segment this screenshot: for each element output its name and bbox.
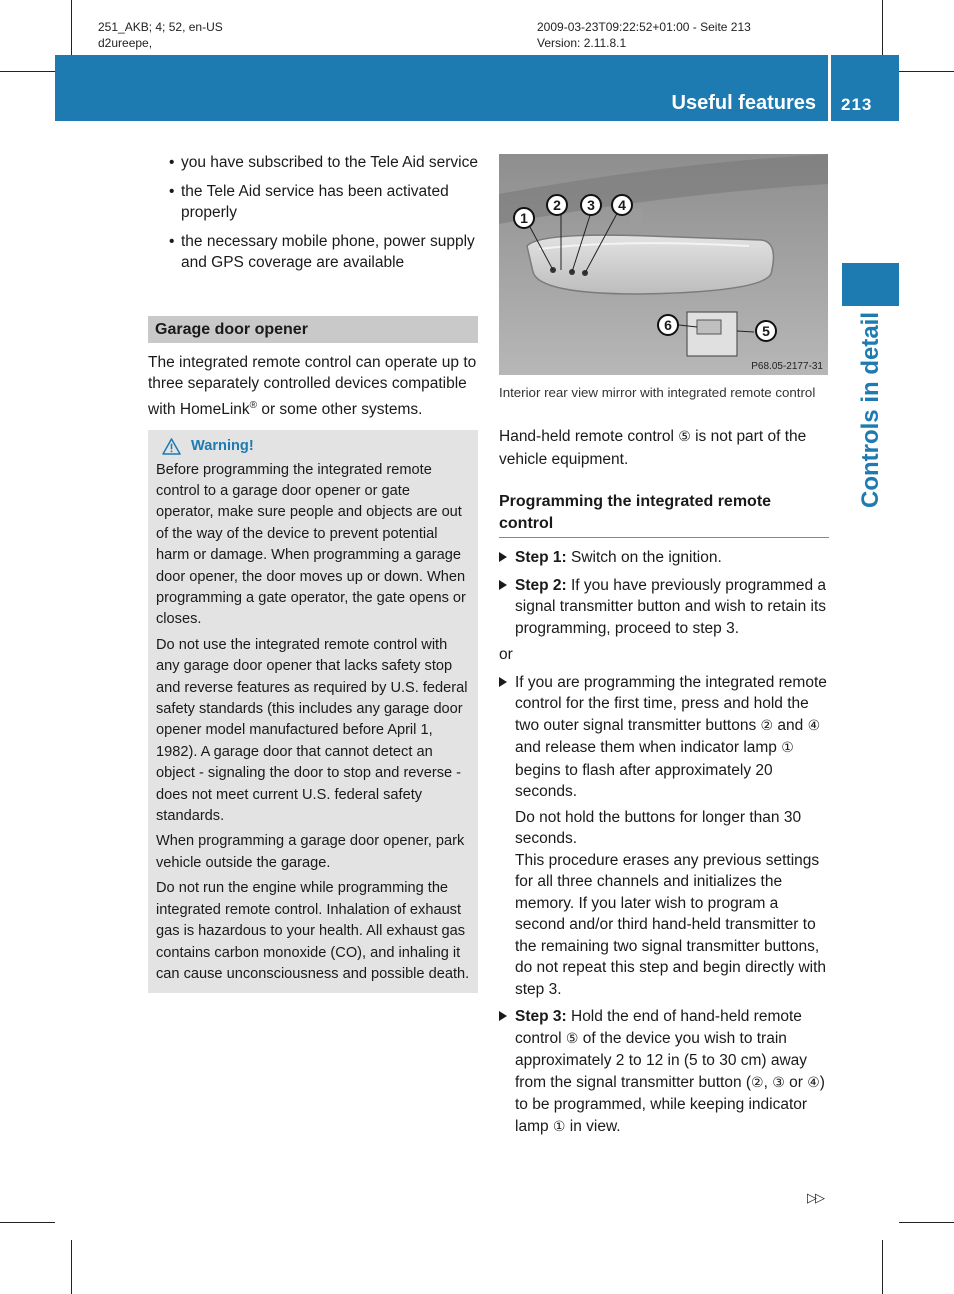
alt-text-b: and [773, 716, 808, 734]
crop-mark [882, 1240, 883, 1294]
step-arrow-icon [499, 677, 507, 687]
crop-mark [899, 71, 954, 72]
ref-3: ③ [772, 1074, 785, 1091]
right-column [499, 426, 829, 1138]
callout-2-number: 2 [553, 197, 561, 213]
side-tab-marker [842, 263, 899, 306]
callout-5 [755, 320, 777, 342]
ref-4: ④ [807, 717, 821, 734]
bullet-text: you have subscribed to the Tele Aid service [181, 154, 478, 171]
crop-mark [899, 1222, 954, 1223]
print-meta-left-line2: d2ureepe, [98, 36, 153, 50]
bullet-text: the necessary mobile phone, power supply and GPS coverage are available [181, 232, 475, 271]
step-1-text: Switch on the ignition. [566, 549, 722, 566]
warning-title: Warning! [191, 438, 254, 455]
callout-4-number: 4 [618, 197, 626, 213]
warning-paragraph: Do not use the integrated remote control with any garage door opener that lacks safety stop and reverse features as required by U.S. federal safety standards (this includes any garage door opener model manufactured before April 1, 1982). A garage door that cannot detect an object - signaling the door to stop and reverse - does not meet current U.S. federal safety standards. [156, 636, 468, 825]
step-3-label: Step 3: [515, 1008, 567, 1025]
warning-heading [156, 436, 471, 457]
step-2-text: If you have previously programmed a signal transmitter button and wish to retain its programming, proceed to step 3. [515, 576, 827, 637]
left-column [148, 152, 478, 993]
ref-2: ② [760, 717, 774, 734]
side-tab-label: Controls in detail [857, 311, 884, 509]
callout-6-number: 6 [664, 317, 672, 333]
print-meta-right-line2: Version: 2.11.8.1 [537, 36, 627, 50]
page-title: Useful features [671, 92, 816, 114]
ref-5: ⑤ [565, 1030, 579, 1047]
step-3-text-b: of the device you wish to train approximately 2 to 12 in (5 to 30 cm) away from the signal transmitter button ( [515, 1029, 808, 1091]
step-2-label: Step 2: [515, 576, 567, 594]
registered-mark: ® [249, 399, 258, 411]
print-meta-right-line1: 2009-03-23T09:22:52+01:00 - Seite 213 [537, 20, 751, 34]
callout-1 [513, 207, 535, 229]
callout-3 [580, 194, 602, 216]
figure-code: P68.05-2177-31 [751, 361, 823, 372]
handheld-note [499, 426, 829, 470]
callout-3-number: 3 [587, 197, 595, 213]
crop-mark [71, 0, 72, 55]
subsection-heading: Programming the integrated remote control [499, 491, 829, 538]
alt-text-c: and release them when indicator lamp [515, 739, 782, 756]
print-meta-left-line1: 251_AKB; 4; 52, en-US [98, 20, 223, 34]
step-3-text-c: , [763, 1073, 773, 1091]
crop-mark [0, 1222, 55, 1223]
alt-text-d: begins to flash after approximately 20 seconds. [515, 761, 773, 800]
ref-1: ① [552, 1118, 566, 1135]
step-1-label: Step 1: [515, 549, 567, 566]
callout-4 [611, 194, 633, 216]
warning-box [148, 430, 478, 993]
crop-mark [0, 71, 55, 72]
list-item: • the necessary mobile phone, power supply and GPS coverage are available [169, 232, 475, 271]
warning-paragraph: Do not run the engine while programming the integrated remote control. Inhalation of exhaust gas is hazardous to your health. All exhaust gas contains carbon monoxide (CO), and inhaling it can cause unconsciousness and possible death. [156, 880, 470, 982]
step-arrow-icon [499, 552, 507, 562]
ref-5: ⑤ [678, 429, 691, 445]
print-meta-right [537, 19, 751, 51]
ref-1: ① [781, 740, 794, 756]
list-item: • you have subscribed to the Tele Aid service [169, 154, 478, 171]
or-separator: or [499, 646, 513, 663]
callout-2 [546, 194, 568, 216]
callout-1-number: 1 [520, 210, 528, 226]
note-hold-duration: Do not hold the buttons for longer than 30 seconds. [515, 808, 802, 847]
print-meta-left [98, 19, 223, 51]
callout-5-number: 5 [762, 323, 770, 339]
page-number: 213 [841, 95, 873, 114]
continue-arrows-icon: ▷▷ [807, 1190, 823, 1205]
step-3-text-a: Hold the end of hand-held remote control [515, 1008, 802, 1047]
bullet-text: the Tele Aid service has been activated properly [181, 182, 449, 221]
ref-2: ② [751, 1074, 764, 1091]
section-heading: Garage door opener [148, 316, 478, 343]
page-number-box [831, 55, 899, 121]
crop-mark [71, 1240, 72, 1294]
mirror-drawing [499, 154, 828, 375]
step-arrow-icon [499, 1011, 507, 1021]
list-item: • the Tele Aid service has been activated properly [169, 182, 449, 221]
step-2 [499, 575, 829, 640]
step-3-text-e: ) to be programmed, while keeping indicator lamp [515, 1073, 825, 1135]
mirror-illustration [499, 154, 828, 375]
step-3-text-d: or [784, 1073, 808, 1091]
ref-4: ④ [807, 1074, 820, 1091]
step-arrow-icon [499, 580, 507, 590]
crop-mark [882, 0, 883, 55]
warning-triangle-icon [162, 438, 181, 455]
handheld-text-a: Hand-held remote control [499, 428, 679, 445]
warning-paragraph: Before programming the integrated remote control to a garage door opener or gate operator, make sure people and objects are out of the way of the device to prevent potential harm or damage. When programming a garage door opener, the door moves up or down. When programming a gate operator, the gate opens or closes. [156, 461, 466, 628]
intro-text-b: or some other systems. [257, 400, 423, 418]
alt-text-a: If you are programming the integrated remote control for the first time, press and hold the two outer signal transmitter buttons [515, 673, 827, 734]
intro-paragraph [148, 352, 478, 421]
note-erase-memory: This procedure erases any previous settings for all three channels and initializes the memory. If you later wish to program a second and/or third hand-held transmitter to the remaining two signal transmitter buttons, do not repeat this step and begin directly with step 3. [515, 851, 827, 998]
step-3-text-f: in view. [565, 1117, 621, 1135]
step-alternative [499, 672, 829, 803]
figure-caption: Interior rear view mirror with integrated remote control [499, 385, 816, 400]
header-bar [55, 55, 828, 121]
handheld-text-b: is not part of the vehicle equipment. [499, 428, 807, 468]
warning-paragraph: When programming a garage door opener, park vehicle outside the garage. [156, 833, 465, 871]
callout-6 [657, 314, 679, 336]
step-3 [499, 1006, 829, 1138]
step-1 [499, 547, 829, 569]
intro-text-a: The integrated remote control can operate up to three separately controlled devices compatible with HomeLink [148, 353, 477, 418]
